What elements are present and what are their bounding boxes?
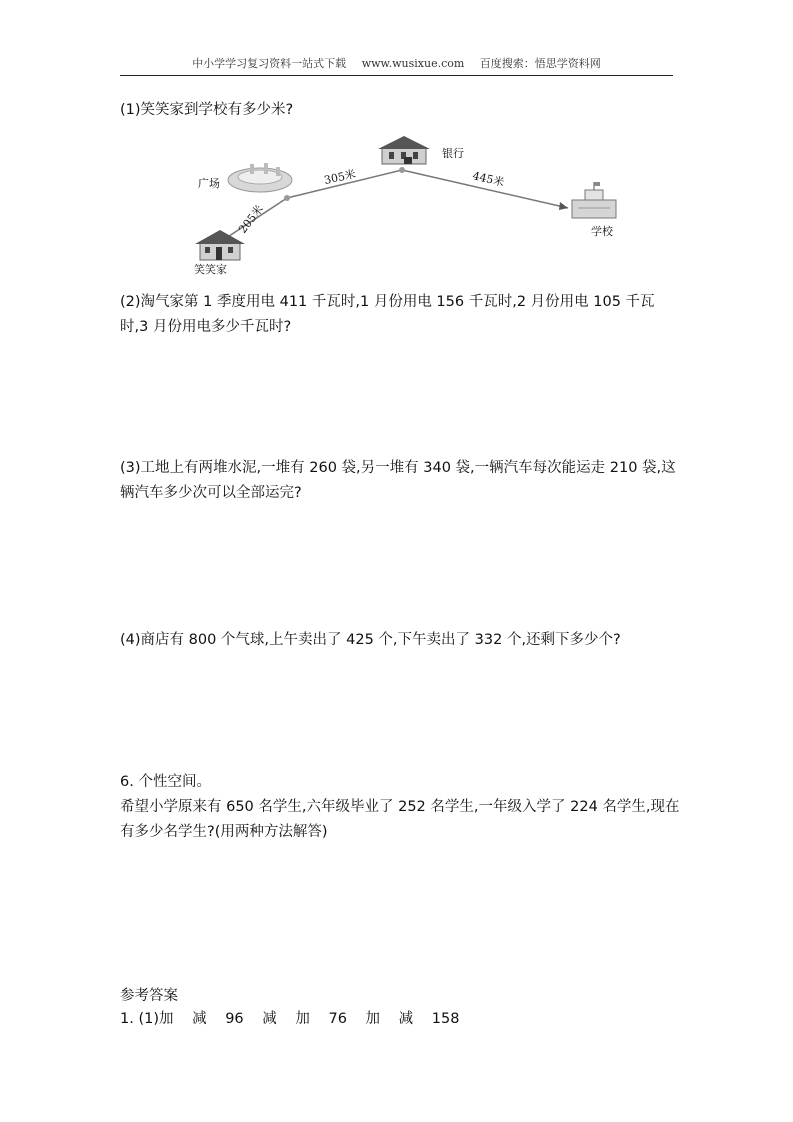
section-6-title: 6. 个性空间。: [120, 774, 211, 790]
node-bank: [399, 167, 405, 173]
bank-icon: [378, 136, 430, 164]
answer-token: 减: [398, 1011, 414, 1027]
arrow-head: [559, 202, 568, 210]
question-2: (2)淘气家第 1 季度用电 411 千瓦时,1 月份用电 156 千瓦时,2 月份用电 105 千瓦时,3 月份用电多少千瓦时?: [120, 294, 655, 335]
label-bank: 银行: [442, 147, 464, 160]
distance-plaza-bank: 305米: [322, 167, 357, 187]
label-school: 学校: [591, 225, 613, 238]
answer-token: 加: [295, 1011, 310, 1027]
question-1: (1)笑笑家到学校有多少米?: [120, 102, 294, 118]
answer-token: 76: [328, 1011, 347, 1027]
question-3: (3)工地上有两堆水泥,一堆有 260 袋,另一堆有 340 袋,一辆汽车每次能运走 210 袋,这辆汽车多少次可以全部运完?: [120, 460, 676, 501]
answer-token: 96: [225, 1011, 244, 1027]
answer-token: 1. (1)加: [120, 1011, 174, 1027]
header-search-hint: 百度搜索：悟思学资料网: [479, 57, 601, 70]
home-icon: [195, 230, 245, 260]
distance-bank-school: 445米: [471, 169, 506, 190]
answer-token: 减: [192, 1011, 207, 1027]
answer-token: 158: [431, 1011, 460, 1027]
question-4: (4)商店有 800 个气球,上午卖出了 425 个,下午卖出了 332 个,还剩下多少个?: [120, 632, 621, 648]
answer-line-1: [120, 1008, 473, 1031]
answer-token: 减: [262, 1011, 277, 1027]
answer-section: [120, 985, 473, 1031]
page-header: [120, 55, 673, 76]
route-diagram: [180, 130, 650, 280]
node-plaza: [284, 195, 290, 201]
label-home: 笑笑家: [194, 263, 227, 276]
header-site-name: 中小学学习复习资料一站式下载: [192, 57, 347, 70]
header-url[interactable]: www.wusixue.com: [361, 57, 465, 70]
school-icon: [572, 182, 616, 218]
answers-title: 参考答案: [120, 988, 178, 1004]
section-6: [120, 770, 680, 845]
section-6-question: 希望小学原来有 650 名学生,六年级毕业了 252 名学生,一年级入学了 224 名学生,现在有多少名学生?(用两种方法解答): [120, 799, 680, 840]
distance-home-plaza: 205米: [236, 202, 267, 236]
label-plaza: 广场: [198, 177, 220, 190]
plaza-icon: [228, 163, 292, 192]
answer-token: 加: [365, 1011, 381, 1027]
